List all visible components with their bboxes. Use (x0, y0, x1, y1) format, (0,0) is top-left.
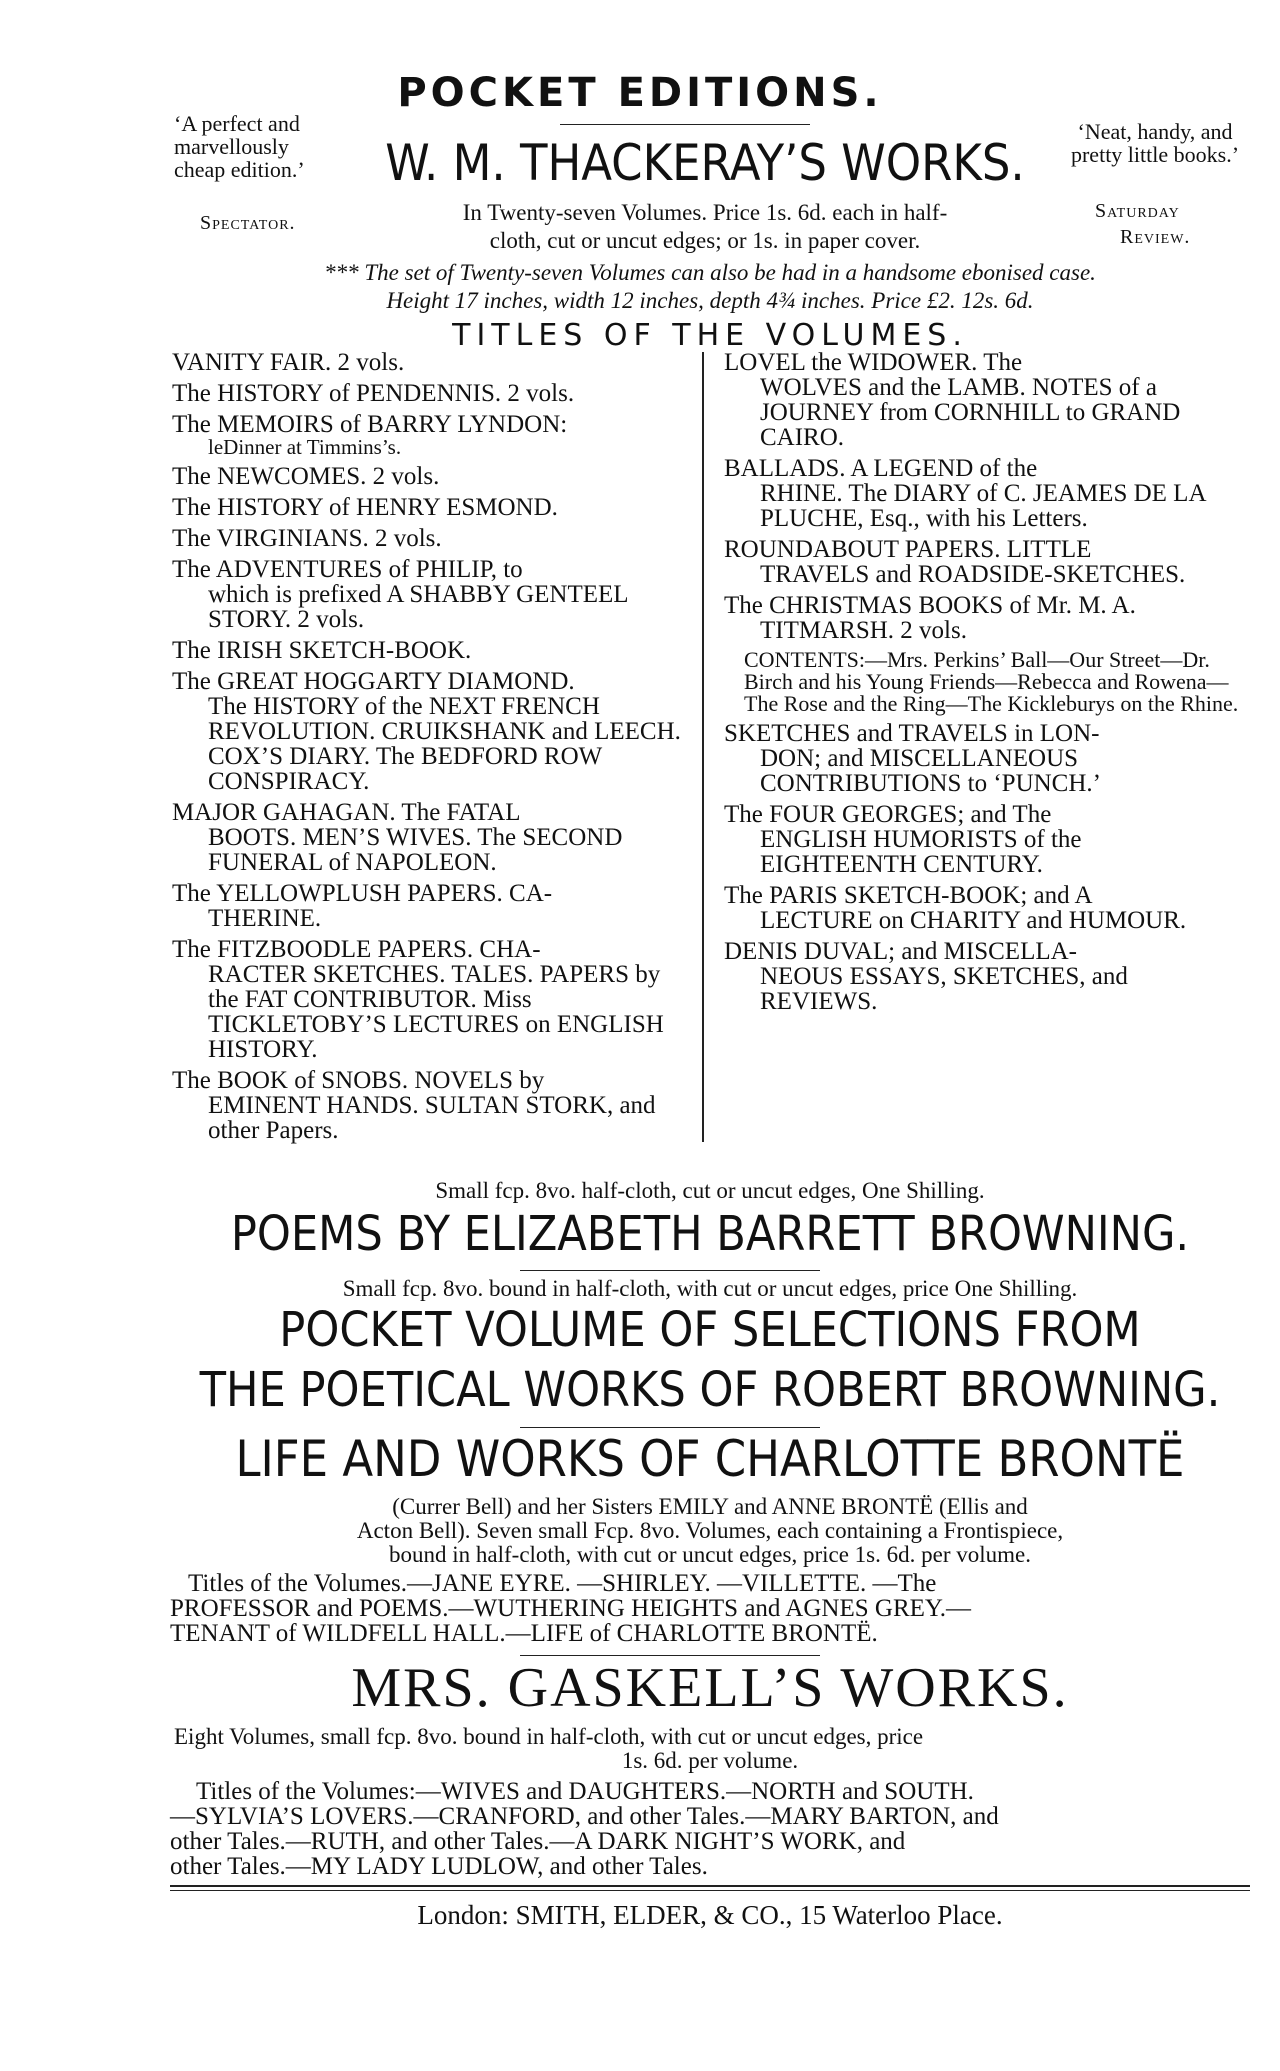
column-divider (702, 352, 704, 1142)
list-item: The HISTORY of HENRY ESMOND. (172, 494, 558, 521)
list-item: The NEWCOMES. 2 vols. (172, 463, 440, 490)
section-rule (520, 1427, 820, 1428)
gaskell-desc-2: 1s. 6d. per volume. (621, 1748, 799, 1773)
list-item: The YELLOWPLUSH PAPERS. CA- THERINE. (172, 880, 553, 932)
quote-right-source-2: Review. (1120, 226, 1191, 248)
gaskell-titles-3: other Tales.—RUTH, and other Tales.—A DARK NIGHT’S WORK, and (170, 1828, 906, 1855)
bronte-titles-3: TENANT of WILDFELL HALL.—LIFE of CHARLOTTE BRONTË. (170, 1620, 878, 1647)
thackeray-desc-2: cloth, cut or uncut edges; or 1s. in paper cover. (489, 228, 921, 253)
thackeray-note-1: *** The set of Twenty-seven Volumes can also be had in a handsome ebonised case. (324, 260, 1096, 285)
thackeray-title: W. M. THACKERAY’S WORKS. (385, 134, 1025, 192)
title-rule (560, 124, 810, 125)
footer-rule-top (170, 1885, 1250, 1887)
list-item: ROUNDABOUT PAPERS. LITTLE TRAVELS and ROADSIDE-SKETCHES. (724, 536, 1186, 588)
footer-imprint: London: SMITH, ELDER, & CO., 15 Waterloo Place. (417, 1900, 1003, 1930)
gaskell-titles-4: other Tales.—MY LADY LUDLOW, and other Tales. (170, 1853, 708, 1880)
bronte-title: LIFE AND WORKS OF CHARLOTTE BRONTË (235, 1430, 1185, 1488)
bronte-desc-1: (Currer Bell) and her Sisters EMILY and ANNE BRONTË (Ellis and (392, 1494, 1028, 1519)
rb-title-1: POCKET VOLUME OF SELECTIONS FROM (279, 1302, 1141, 1358)
bronte-desc-3: bound in half-cloth, with cut or uncut edges, price 1s. 6d. per volume. (389, 1542, 1031, 1567)
list-item: The HISTORY of PENDENNIS. 2 vols. (172, 380, 575, 407)
quote-left: ‘A perfect and marvellously cheap edition.’ (174, 111, 305, 183)
list-item: The FOUR GEORGES; and The ENGLISH HUMORISTS of the EIGHTEENTH CENTURY. (724, 801, 1082, 878)
rb-intro: Small fcp. 8vo. bound in half-cloth, with cut or uncut edges, price One Shilling. (342, 1276, 1078, 1301)
list-item: The GREAT HOGGARTY DIAMOND. The HISTORY of the NEXT FRENCH REVOLUTION. CRUIKSHANK and LEECH. COX’S DIARY. The BEDFORD ROW CONSPIRACY. (172, 668, 681, 795)
gaskell-title: MRS. GASKELL’S WORKS. (351, 1657, 1069, 1719)
list-item: CONTENTS:—Mrs. Perkins’ Ball—Our Street—Dr. Birch and his Young Friends—Rebecca and Rowena—The Rose and the Ring—The Kickleburys on the Rhine. (744, 647, 1239, 716)
rb-title-2: THE POETICAL WORKS OF ROBERT BROWNING. (199, 1362, 1221, 1418)
bronte-desc-2: Acton Bell). Seven small Fcp. 8vo. Volumes, each containing a Frontispiece, (356, 1518, 1064, 1543)
page-title: POCKET EDITIONS. (397, 70, 883, 116)
quote-right: ‘Neat, handy, and pretty little books.’ (1070, 119, 1240, 168)
list-item: The PARIS SKETCH-BOOK; and A LECTURE on CHARITY and HUMOUR. (724, 882, 1187, 934)
list-item: The IRISH SKETCH-BOOK. (172, 637, 472, 664)
gaskell-desc-1: Eight Volumes, small fcp. 8vo. bound in half-cloth, with cut or uncut edges, price (174, 1724, 924, 1749)
list-item: The VIRGINIANS. 2 vols. (172, 525, 442, 552)
quote-right-source-1: Saturday (1095, 200, 1180, 222)
titles-heading: TITLES OF THE VOLUMES. (452, 318, 968, 353)
thackeray-desc-1: In Twenty-seven Volumes. Price 1s. 6d. each in half- (462, 200, 948, 225)
quote-left-source: Spectator. (200, 212, 296, 234)
ebb-title: POEMS BY ELIZABETH BARRETT BROWNING. (230, 1206, 1190, 1262)
list-item: The ADVENTURES of PHILIP, to which is prefixed A SHABBY GENTEEL STORY. 2 vols. (172, 556, 628, 633)
list-item: DENIS DUVAL; and MISCELLA- NEOUS ESSAYS, SKETCHES, and REVIEWS. (724, 938, 1128, 1015)
list-item: SKETCHES and TRAVELS in LON- DON; and MISCELLANEOUS CONTRIBUTIONS to ‘PUNCH.’ (724, 720, 1101, 797)
ebb-intro: Small fcp. 8vo. half-cloth, cut or uncut edges, One Shilling. (435, 1178, 985, 1203)
list-item: The MEMOIRS of BARRY LYNDON: leDinner at Timmins’s. (172, 411, 568, 459)
section-rule (520, 1270, 820, 1271)
footer-rule-bottom (170, 1890, 1250, 1891)
list-item: LOVEL the WIDOWER. The WOLVES and the LAMB. NOTES of a JOURNEY from CORNHILL to GRAND CAIRO. (724, 349, 1181, 451)
right-column (724, 350, 1240, 1020)
bronte-titles-2: PROFESSOR and POEMS.—WUTHERING HEIGHTS and AGNES GREY.— (170, 1595, 971, 1622)
list-item: The BOOK of SNOBS. NOVELS by EMINENT HANDS. SULTAN STORK, and other Papers. (172, 1067, 656, 1144)
list-item: MAJOR GAHAGAN. The FATAL BOOTS. MEN’S WIVES. The SECOND FUNERAL of NAPOLEON. (172, 799, 623, 876)
list-item: The CHRISTMAS BOOKS of Mr. M. A. TITMARSH. 2 vols. (724, 592, 1136, 644)
gaskell-titles-2: —SYLVIA’S LOVERS.—CRANFORD, and other Tales.—MARY BARTON, and (170, 1803, 999, 1830)
gaskell-titles-1: Titles of the Volumes:—WIVES and DAUGHTERS.—NORTH and SOUTH. (196, 1778, 974, 1805)
thackeray-note-2: Height 17 inches, width 12 inches, depth 4¾ inches. Price £2. 12s. 6d. (386, 288, 1034, 313)
list-item: BALLADS. A LEGEND of the RHINE. The DIARY of C. JEAMES DE LA PLUCHE, Esq., with his Letters. (724, 455, 1206, 532)
list-item: The FITZBOODLE PAPERS. CHA- RACTER SKETCHES. TALES. PAPERS by the FAT CONTRIBUTOR. Miss TICKLETOBY’S LECTURES on ENGLISH HISTORY. (172, 936, 664, 1063)
list-item: VANITY FAIR. 2 vols. (172, 349, 405, 376)
left-column (172, 350, 692, 1149)
bronte-titles-1: Titles of the Volumes.—JANE EYRE. —SHIRLEY. —VILLETTE. —The (188, 1570, 937, 1597)
